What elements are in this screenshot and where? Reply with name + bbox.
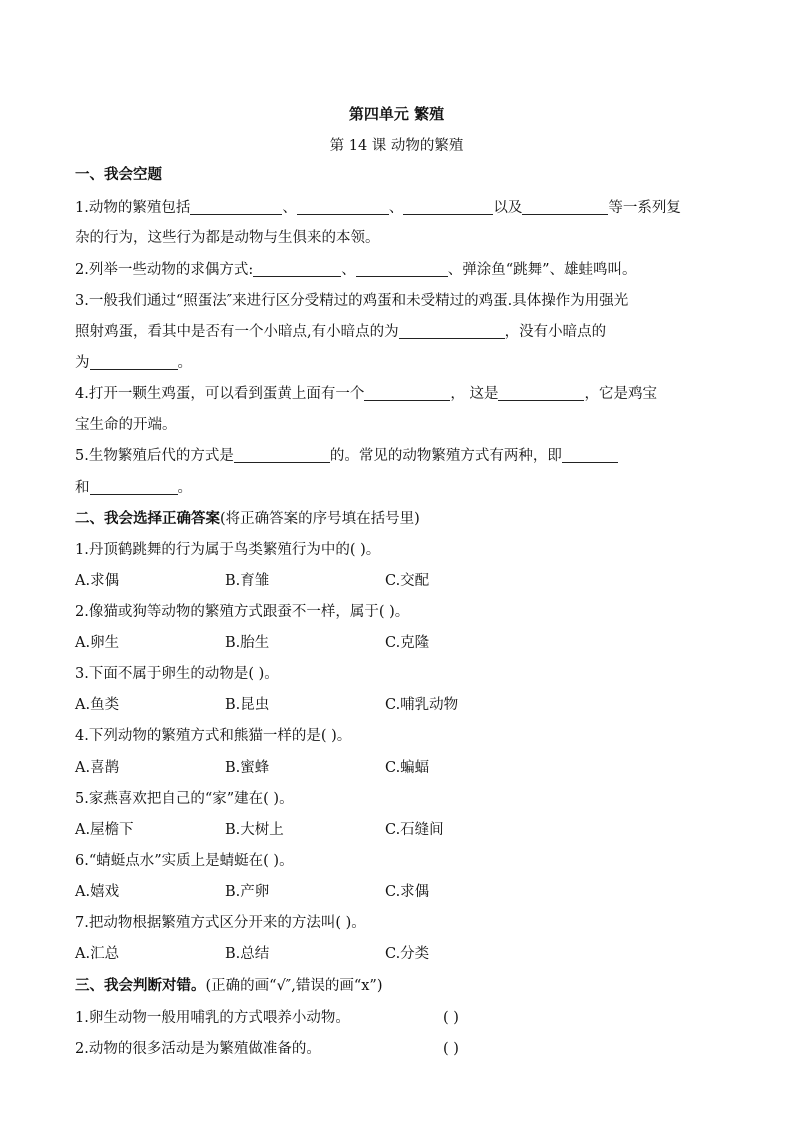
blank-q1-2[interactable] [297,199,389,215]
option-c[interactable]: C.哺乳动物 [385,697,459,713]
judge-q1-text: 1.卵生动物一般用哺乳的方式喂养小动物。 [75,1010,350,1026]
judge-q2 [0,1039,793,1059]
fill-q1-text: 1.动物的繁殖包括 [75,200,191,216]
section-1-heading [75,165,715,185]
section-2-heading [75,509,715,529]
option-c[interactable]: C.石缝间 [385,822,444,838]
choice-q7-options [0,944,793,964]
judge-q1 [0,1008,793,1028]
blank-q4-2[interactable] [498,385,584,401]
fill-q3-text-b: 照射鸡蛋，看其中是否有一个小暗点,有小暗点的为 [75,324,399,340]
choice-q6: 6.“蜻蜓点水”实质上是蜻蜓在( )。 [75,853,294,869]
choice-q2-options [0,633,793,653]
option-b[interactable]: B.产卵 [225,884,270,900]
judge-q2-answer-box[interactable]: ( ) [443,1041,459,1057]
choice-q1: 1.丹顶鹤跳舞的行为属于鸟类繁殖行为中的( )。 [75,542,381,558]
blank-q2-2[interactable] [356,261,448,277]
option-c[interactable]: C.蝙蝠 [385,760,430,776]
option-b[interactable]: B.总结 [225,946,270,962]
section-1-title: 一、我会空题 [75,166,162,183]
option-a[interactable]: A.卵生 [75,635,120,651]
blank-q3-2[interactable] [90,354,178,370]
option-a[interactable]: A.鱼类 [75,697,120,713]
fill-q4-line2: 宝生命的开端。 [75,417,177,433]
fill-q5-text-c: 和 [75,480,90,496]
option-a[interactable]: A.求偶 [75,573,120,589]
option-b[interactable]: B.大树上 [225,822,284,838]
sep: 、 [388,200,404,216]
option-c[interactable]: C.求偶 [385,884,430,900]
blank-q5-2[interactable] [562,447,618,463]
choice-q3-options [0,695,793,715]
option-b[interactable]: B.昆虫 [225,697,270,713]
fill-q5-text: 5.生物繁殖后代的方式是 [75,448,234,464]
judge-q2-text: 2.动物的很多活动是为繁殖做准备的。 [75,1041,321,1057]
section-2-note: (将正确答案的序号填在括号里) [220,511,420,527]
section-2-title: 二、我会选择正确答案 [75,510,220,527]
fill-q2-text-b: 、弹涂鱼“跳舞”、雄蛙鸣叫。 [447,262,637,278]
fill-q3-text-c: ，没有小暗点的 [504,324,607,340]
fill-q3-line1: 3.一般我们通过“照蛋法″来进行区分受精过的鸡蛋和未受精过的鸡蛋.具体操作为用强光 [75,293,629,309]
fill-q3-text-d: 为 [75,355,90,371]
blank-q2-1[interactable] [253,261,341,277]
fill-q5-line1 [75,446,715,466]
blank-q1-4[interactable] [522,199,608,215]
sep: 、 [282,200,297,216]
choice-q4: 4.下列动物的繁殖方式和熊猫一样的是( )。 [75,728,352,744]
fill-q1-text-b: 以及 [493,200,523,216]
fill-q4-text: 4.打开一颗生鸡蛋，可以看到蛋黄上面有一个 [75,386,365,402]
fill-q2 [75,260,715,280]
fill-q5-text-b: 的。常见的动物繁殖方式有两种，即 [329,448,562,464]
fill-q1-line2: 杂的行为，这些行为都是动物与生俱来的本领。 [75,230,380,246]
section-3-heading [75,976,715,996]
blank-q5-1[interactable] [234,447,330,463]
fill-q1-text-c: 等一系列复 [608,200,681,216]
fill-q5-text-d: 。 [177,480,192,496]
fill-q3-text-e: 。 [177,355,192,371]
fill-q4-line1 [75,384,715,404]
choice-q5-options [0,820,793,840]
judge-q1-answer-box[interactable]: ( ) [443,1010,459,1026]
section-3-note: (正确的画“√″,错误的画“x”) [205,978,383,994]
blank-q4-1[interactable] [364,385,450,401]
option-b[interactable]: B.胎生 [225,635,270,651]
choice-q1-options [0,571,793,591]
fill-q3-line2 [75,322,715,342]
choice-q4-options [0,758,793,778]
choice-q2: 2.像猫或狗等动物的繁殖方式跟蚕不一样，属于( )。 [75,604,410,620]
option-b[interactable]: B.蜜蜂 [225,760,270,776]
lesson-subtitle: 第 14 课 动物的繁殖 [329,138,464,154]
sep: 、 [341,262,356,278]
choice-q7: 7.把动物根据繁殖方式区分开来的方法叫( )。 [75,915,366,931]
option-c[interactable]: C.交配 [385,573,430,589]
option-a[interactable]: A.屋檐下 [75,822,134,838]
choice-q3: 3.下面不属于卵生的动物是( )。 [75,666,279,682]
page-title: 第四单元 繁殖 [348,105,445,123]
blank-q5-3[interactable] [90,479,178,495]
fill-q4-text-b: ， 这是 [450,386,499,402]
option-c[interactable]: C.克隆 [385,635,430,651]
fill-q5-line2 [75,478,715,498]
blank-q3-1[interactable] [399,323,505,339]
option-a[interactable]: A.汇总 [75,946,120,962]
option-a[interactable]: A.嬉戏 [75,884,120,900]
blank-q1-3[interactable] [403,199,493,215]
choice-q5: 5.家燕喜欢把自己的“家”建在( )。 [75,791,294,807]
section-3-title: 三、我会判断对错。 [75,977,206,994]
fill-q1-line1 [75,198,715,218]
fill-q3-line3 [75,353,715,373]
option-a[interactable]: A.喜鹊 [75,760,120,776]
option-b[interactable]: B.育雏 [225,573,270,589]
blank-q1-1[interactable] [190,199,282,215]
option-c[interactable]: C.分类 [385,946,430,962]
choice-q6-options [0,882,793,902]
fill-q4-text-c: ，它是鸡宝 [584,386,657,402]
fill-q2-text: 2.列举一些动物的求偶方式: [75,262,254,278]
